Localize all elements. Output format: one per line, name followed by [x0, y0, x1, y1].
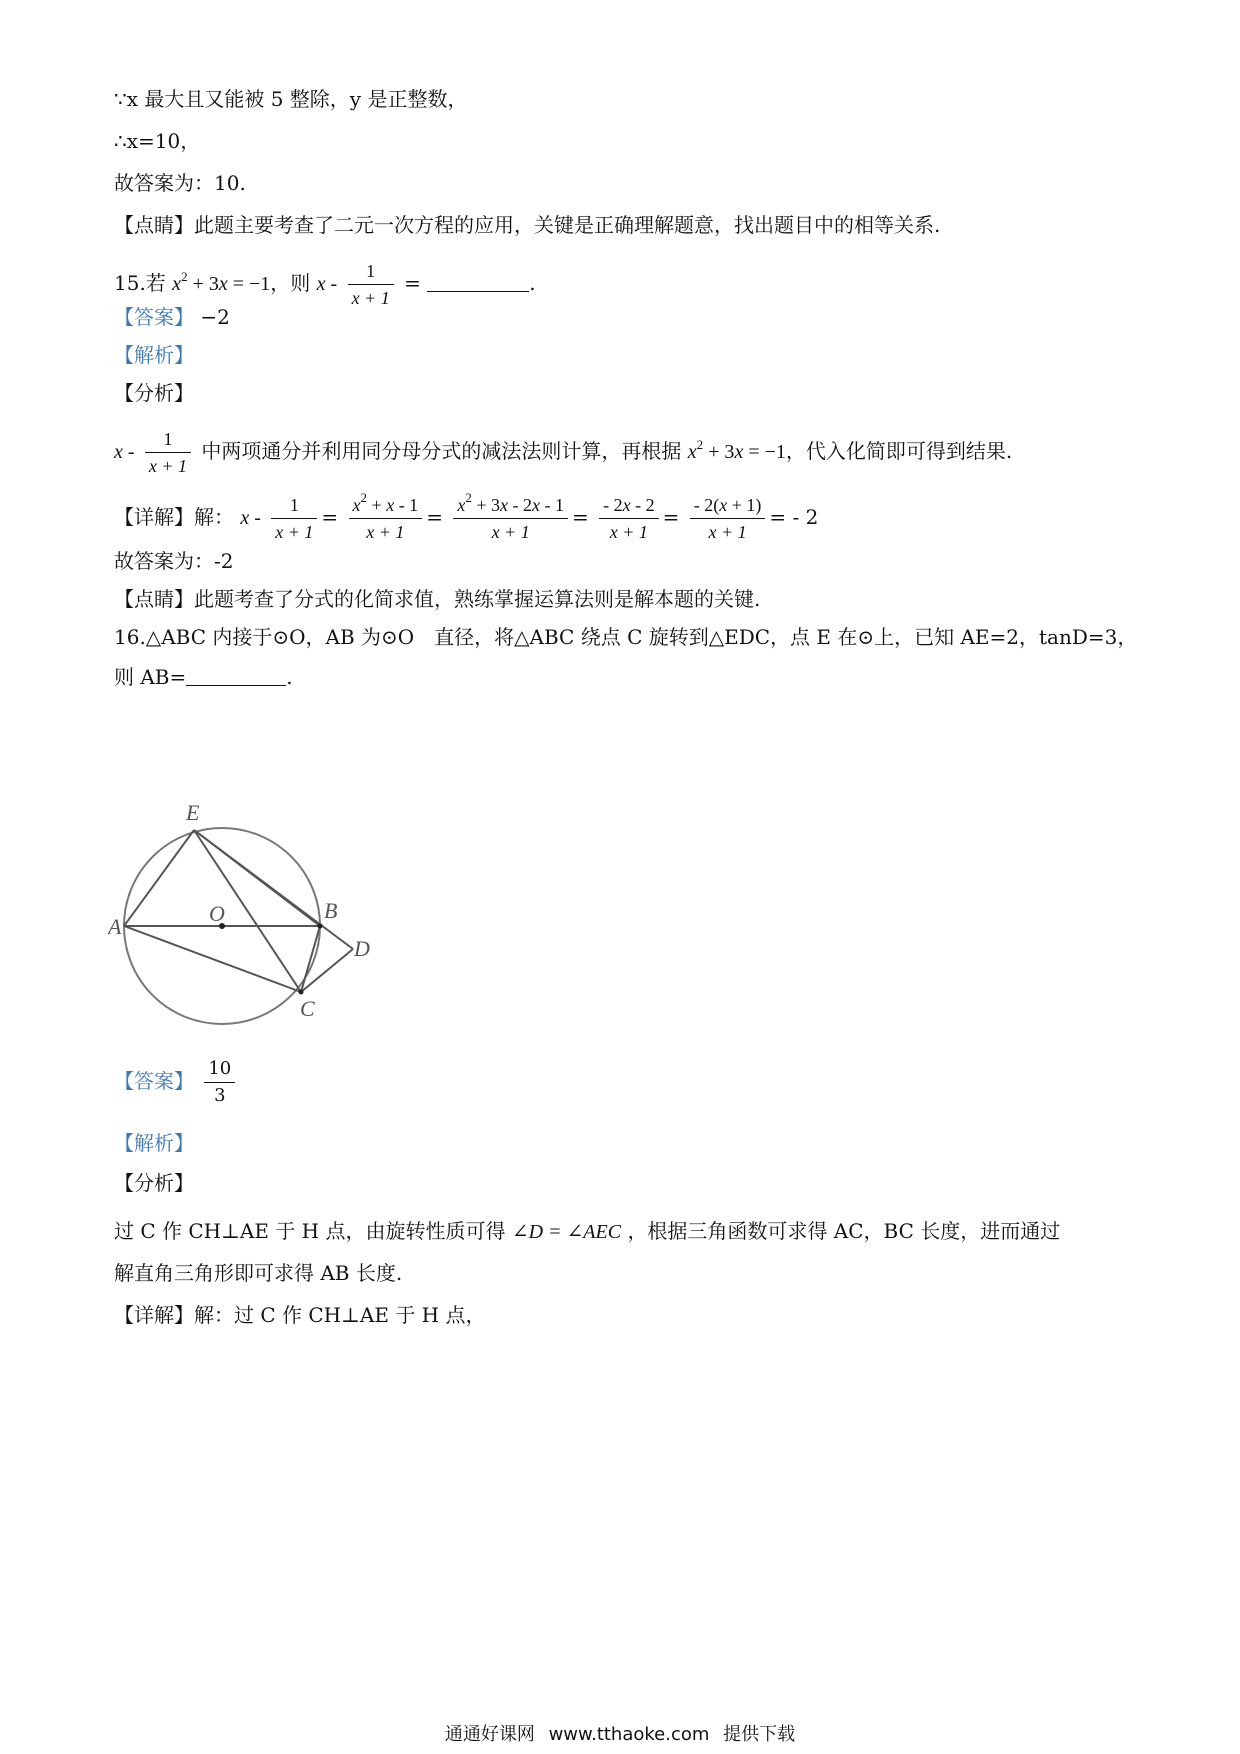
- segment-ac: [124, 926, 301, 992]
- fenxi-15: [114, 428, 1012, 477]
- answer-blank: [186, 667, 286, 686]
- jiexi-tag: 【解析】: [114, 1131, 194, 1155]
- label-c: C: [300, 996, 315, 1021]
- dianjing-text: 此题主要考查了二元一次方程的应用，关键是正确理解题意，找出题目中的相等关系.: [194, 213, 941, 237]
- answer-blank: [427, 273, 529, 292]
- fraction: $\frac{1}{x + 1}$: [348, 260, 394, 309]
- fenxi-text-2: ，代入化简即可得到结果.: [785, 439, 1013, 463]
- detail-15: 【详解】解： x - $\frac{1}{x + 1}$ = $\frac{x^2 + x - 1}{x + 1}$ = $\frac{x^2 + 3x - 2x - 1}{x + 1}$ = $\frac{- 2x - 2}{x + 1}$ = $\frac{- 2(x + 1)}{x + 1}$ = - 2: [114, 490, 819, 542]
- text-line: 故答案为：10.: [114, 171, 246, 195]
- fenxi-text: 中两项通分并利用同分母分式的减法法则计算，再根据: [201, 439, 682, 463]
- equals: =: [404, 271, 421, 295]
- dianjing-line: [114, 212, 940, 238]
- label-b: B: [324, 898, 338, 923]
- connector: ，则: [270, 271, 311, 295]
- fraction: $\frac{- 2(x + 1)}{x + 1}$: [690, 494, 766, 543]
- expr-x: x -: [316, 273, 338, 295]
- denominator: 3: [204, 1082, 235, 1107]
- label-a: A: [108, 914, 122, 939]
- fenxi-text: 过 C 作 CH⊥AE 于 H 点，由旋转性质可得: [114, 1219, 506, 1243]
- question-number: 15.若: [114, 271, 166, 295]
- jiexi-tag: 【解析】: [114, 343, 194, 367]
- text-line: ∴x=10，: [114, 129, 201, 153]
- fraction: $\frac{x^2 + x - 1}{x + 1}$: [349, 494, 423, 543]
- question-text: 则 AB=: [114, 665, 187, 689]
- angle-equation: ∠D = ∠AEC: [511, 1221, 622, 1243]
- answer-tag: 【答案】: [114, 305, 194, 329]
- fraction: $\frac{- 2x - 2}{x + 1}$: [599, 494, 659, 543]
- fraction: $\frac{x^2 + 3x - 2x - 1}{x + 1}$: [453, 494, 568, 543]
- point-c: [299, 990, 304, 995]
- question-15: 15.若 $x^2 + 3x = -1$，则 x - $\frac{1}{x + 1}$ = .: [114, 261, 536, 308]
- answer-value: −2: [200, 305, 230, 329]
- fenxi-text-2: ，根据三角函数可求得 AC，BC 长度，进而通过: [627, 1219, 1061, 1243]
- segment-ae: [124, 830, 194, 926]
- question-16-line2: 则 AB= .: [114, 665, 293, 689]
- dianjing-tag: 【点睛】: [114, 213, 194, 237]
- footer-site-name: 通通好课网: [444, 1724, 535, 1745]
- dianjing-tag: 【点睛】: [114, 587, 194, 611]
- label-d: D: [354, 936, 370, 961]
- detail-text: 解：过 C 作 CH⊥AE 于 H 点，: [194, 1303, 486, 1327]
- answer-fraction: [204, 1058, 235, 1107]
- detail-tag: 【详解】: [114, 505, 194, 529]
- label-e: E: [186, 800, 200, 825]
- segment-ed: [194, 830, 353, 949]
- segment-bc: [301, 926, 320, 992]
- text-line: ∵x 最大且又能被 5 整除，y 是正整数，: [114, 87, 468, 111]
- fraction: $\frac{1}{x + 1}$: [145, 428, 191, 477]
- equation: $x^2 + 3x = -1$: [687, 437, 786, 463]
- detail-tag: 【详解】: [114, 1303, 194, 1327]
- fraction: $\frac{1}{x + 1}$: [271, 494, 317, 543]
- detail-pre: 解：: [194, 505, 234, 529]
- answer-line: [114, 1058, 239, 1107]
- fenxi-16-line1: [114, 1218, 1060, 1245]
- footer-url[interactable]: www.tthaoke.com: [548, 1724, 710, 1745]
- expr-x: x -: [114, 441, 135, 463]
- question-16-line1: 16.△ABC 内接于⊙O，AB 为⊙O 直径，将△ABC 绕点 C 旋转到△EDC，点 E 在⊙上，已知 AE=2，tanD=3，: [114, 625, 1138, 649]
- point-b: [318, 924, 323, 929]
- answer-tag: 【答案】: [114, 1069, 194, 1093]
- equation: $x^2 + 3x = -1$: [172, 269, 271, 295]
- detail-16: [114, 1302, 485, 1328]
- result-15: 故答案为：-2: [114, 549, 234, 573]
- fenxi-tag: 【分析】: [114, 381, 194, 405]
- answer-line: [114, 304, 230, 330]
- dianjing-line: [114, 586, 760, 612]
- dianjing-text: 此题考查了分式的化简求值，熟练掌握运算法则是解本题的关键.: [194, 587, 761, 611]
- numerator: 10: [208, 1058, 232, 1079]
- expr-x: x -: [240, 507, 261, 529]
- circle-geometry-figure: [108, 790, 428, 1035]
- footer-suffix: 提供下载: [723, 1724, 796, 1745]
- fenxi-tag: 【分析】: [114, 1171, 194, 1195]
- fenxi-16-line2: 解直角三角形即可求得 AB 长度.: [114, 1261, 403, 1285]
- page-footer: [0, 1720, 1240, 1746]
- label-o: O: [209, 901, 225, 926]
